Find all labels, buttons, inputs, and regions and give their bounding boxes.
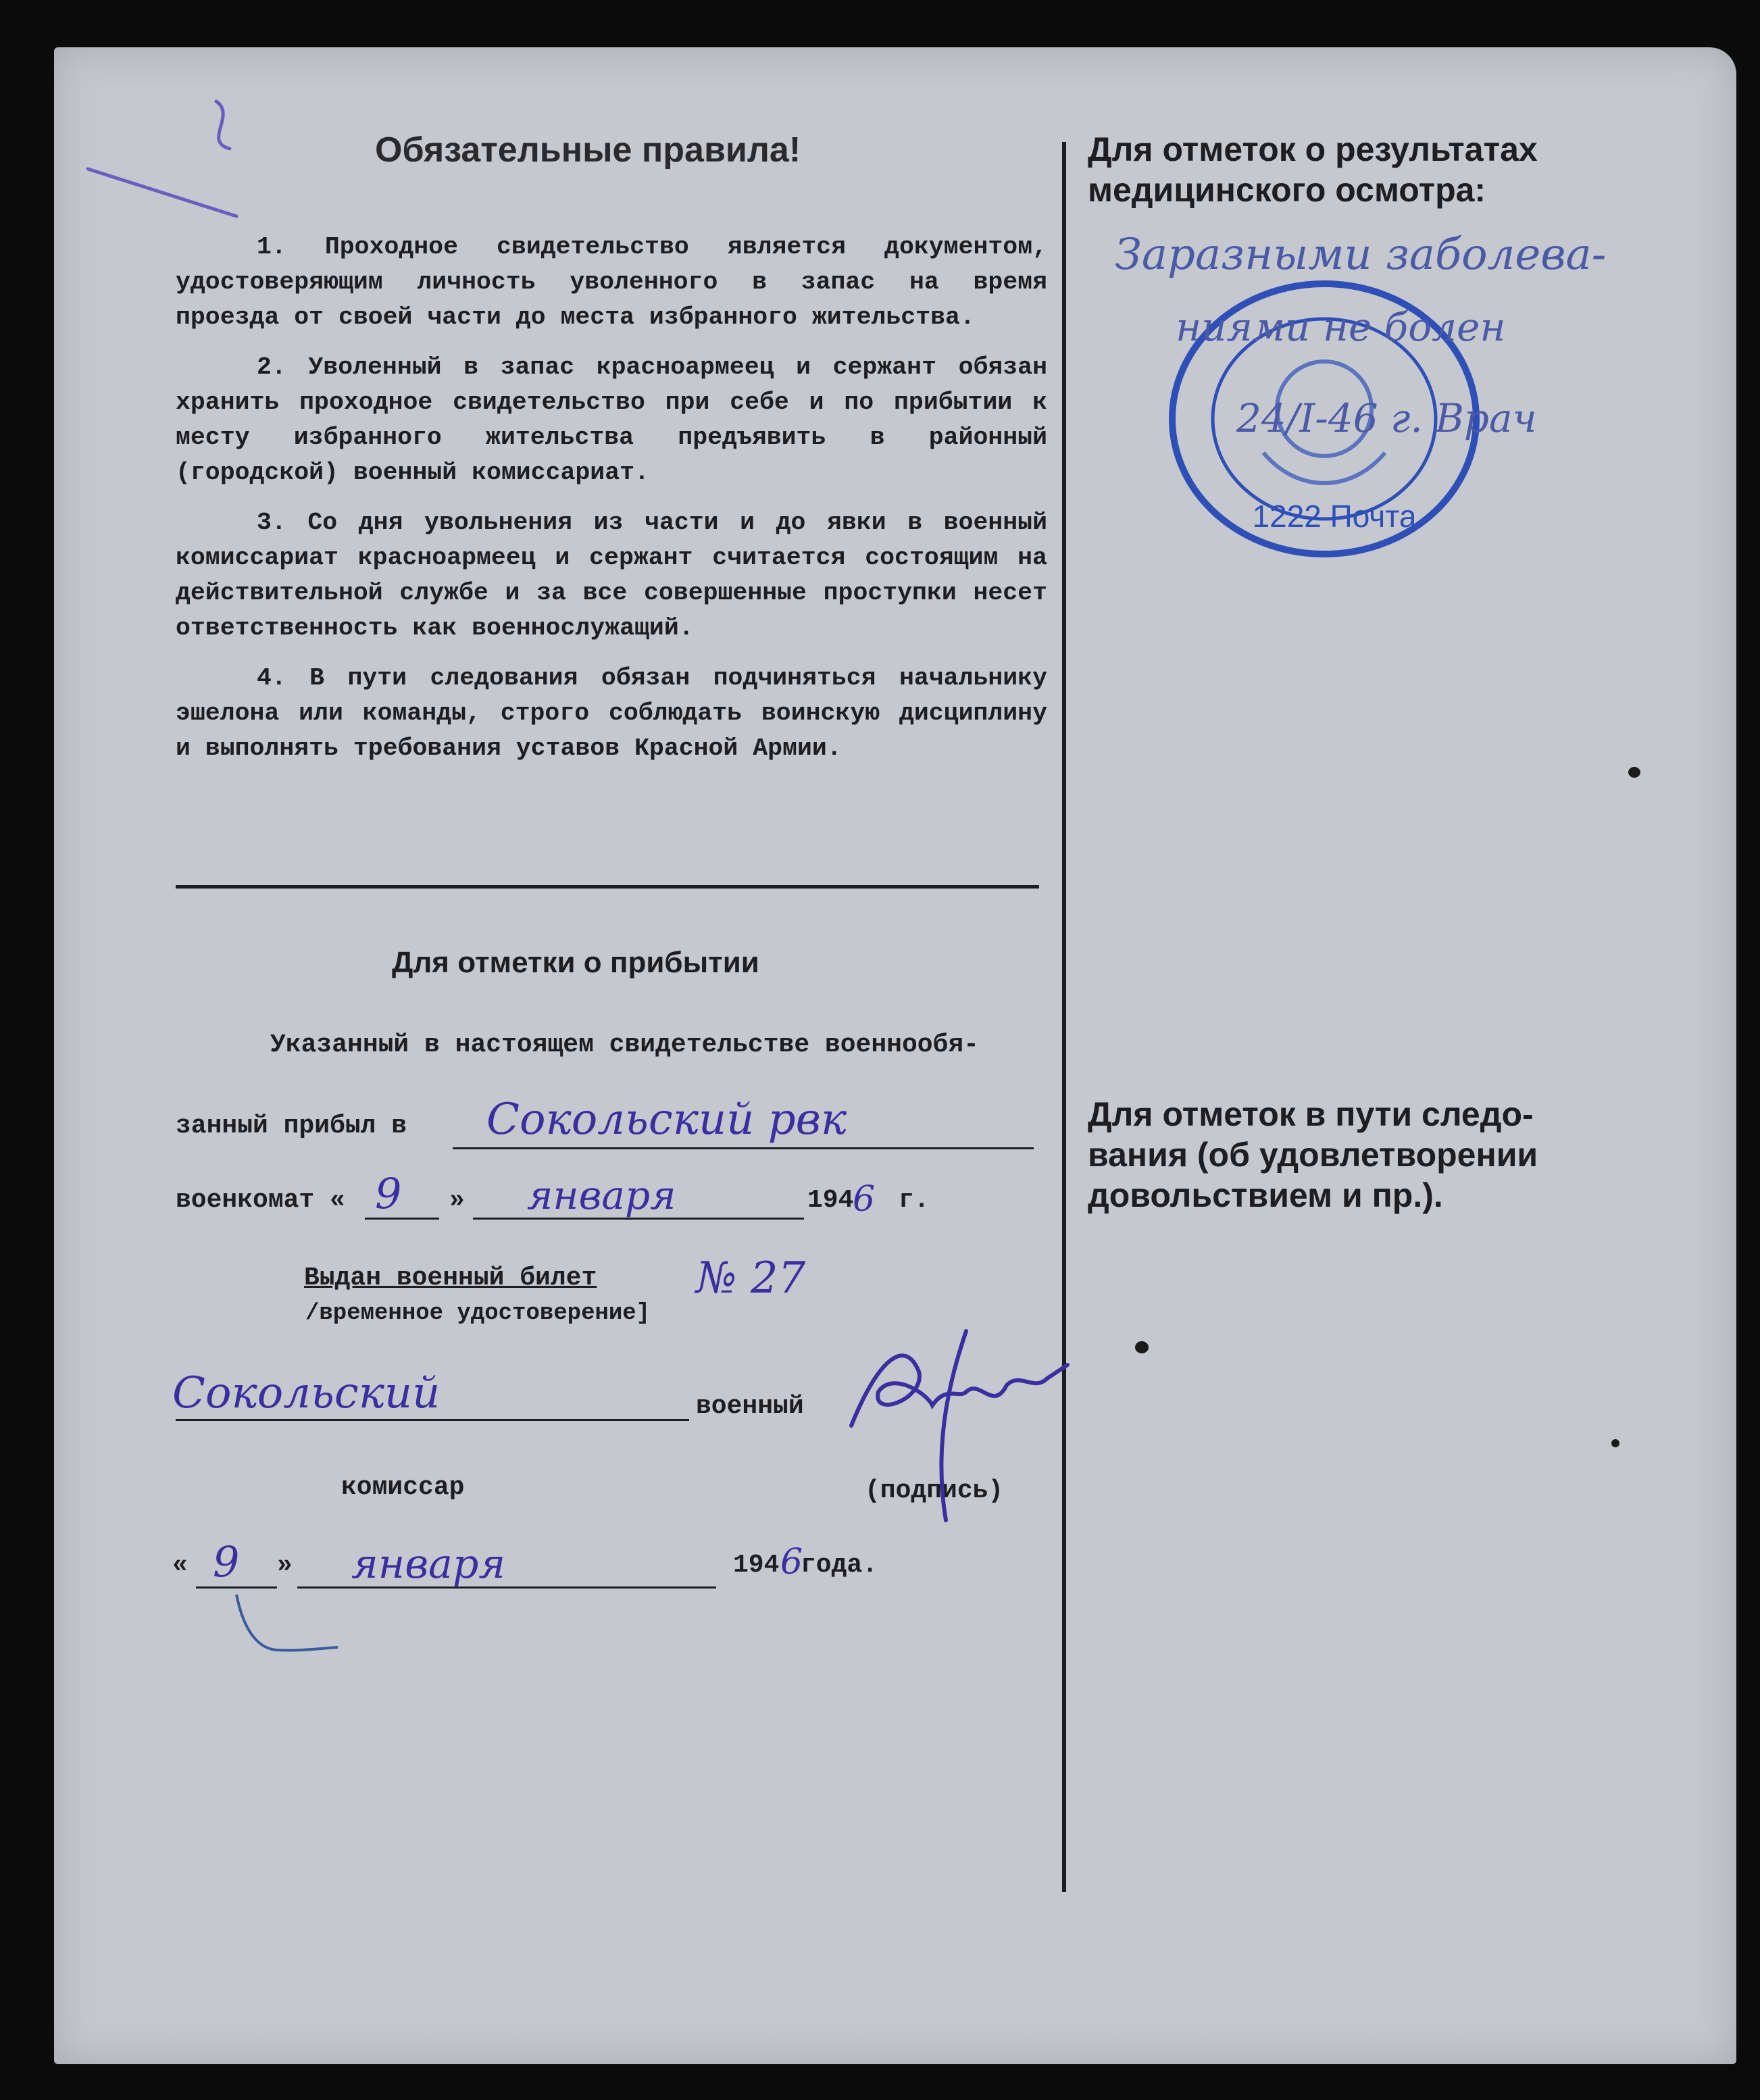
- ticket-label: Выдан военный билет: [304, 1264, 597, 1293]
- fill-line: [453, 1147, 1034, 1149]
- signature-label: (подпись): [865, 1476, 1004, 1505]
- handwritten-day: 9: [375, 1169, 402, 1218]
- ink-speck: [1611, 1439, 1619, 1447]
- transit-title-line-3: довольствием и пр.).: [1088, 1176, 1443, 1214]
- handwritten-date-day: 9: [213, 1537, 240, 1586]
- fill-line: [176, 1419, 689, 1421]
- ink-speck: [1628, 767, 1640, 778]
- handwritten-district: Сокольский рвк: [486, 1095, 847, 1145]
- corner-pencil-mark: [81, 88, 257, 223]
- rule-item: 3. Со дня увольнения из части и до явки в военный комиссариат красноармеец и сержант считается состоящим на действительной службе и за все совершенные проступки несет ответственность как военнослужащий.: [176, 509, 1047, 642]
- medical-title-line-2: медицинского осмотра:: [1088, 171, 1486, 209]
- handwritten-commissariat: Сокольский: [172, 1368, 441, 1418]
- medical-handwritten-3: 24/I-46 г. Врач: [1236, 395, 1537, 441]
- rule-item: 4. В пути следования обязан подчиняться начальнику эшелона или команды, строго соблюдать воинскую дисциплину и выполнять требования уставов Красной Армии.: [176, 664, 1047, 762]
- date-close-quote: »: [277, 1551, 293, 1580]
- medical-handwritten-2: ниями не болен: [1176, 304, 1506, 350]
- commissar-signature: [831, 1318, 1088, 1534]
- medical-title-line-1: Для отметок о результатах: [1088, 130, 1538, 168]
- rule-item: 1. Проходное свидетельство является документом, удостоверяющим личность уволенного в запас на время проезда от своей части до места избранного жительства.: [176, 233, 1047, 331]
- arrival-year-print: 194: [807, 1186, 854, 1215]
- handwritten-month: января: [527, 1172, 676, 1218]
- arrival-line-3-suffix: г.: [899, 1186, 930, 1215]
- handwritten-date-year: 6: [780, 1542, 803, 1582]
- horizontal-rule: [176, 885, 1039, 889]
- handwritten-ticket-number: № 27: [696, 1253, 806, 1303]
- stamp-caption: 1222 Почта: [1252, 499, 1417, 534]
- arrival-title: Для отметки о прибытии: [392, 946, 759, 979]
- handwritten-year: 6: [853, 1179, 876, 1220]
- date-suffix: года.: [801, 1551, 878, 1580]
- column-divider: [1062, 142, 1066, 1892]
- arrival-line-2-prefix: занный прибыл в: [176, 1111, 407, 1141]
- transit-title-line-2: вания (об удовлетворении: [1088, 1136, 1538, 1174]
- transit-title-line-1: Для отметок в пути следо-: [1088, 1095, 1534, 1133]
- rules-title: Обязательные правила!: [375, 130, 801, 170]
- pencil-mark: [230, 1588, 351, 1662]
- arrival-line-3-mid: »: [449, 1186, 465, 1215]
- commissar-label-2: комиссар: [341, 1473, 465, 1502]
- ticket-sublabel: /временное удостоверение]: [305, 1301, 651, 1326]
- handwritten-date-month: января: [351, 1541, 506, 1588]
- medical-handwritten-1: Заразными заболева-: [1115, 230, 1607, 280]
- rules-list: [176, 230, 1047, 781]
- ink-speck: [1135, 1341, 1149, 1353]
- date-open-quote: «: [172, 1551, 188, 1580]
- arrival-line-3-prefix: военкомат «: [176, 1186, 345, 1215]
- arrival-line-1: Указанный в настоящем свидетельстве военнообя-: [270, 1030, 979, 1059]
- date-year-print: 194: [733, 1551, 780, 1580]
- commissar-label-1: военный: [696, 1392, 804, 1421]
- rule-item: 2. Уволенный в запас красноармеец и сержант обязан хранить проходное свидетельство при себе и по прибытии к месту избранного жительства предъявить в районный (городской) военный комиссариат.: [176, 353, 1047, 486]
